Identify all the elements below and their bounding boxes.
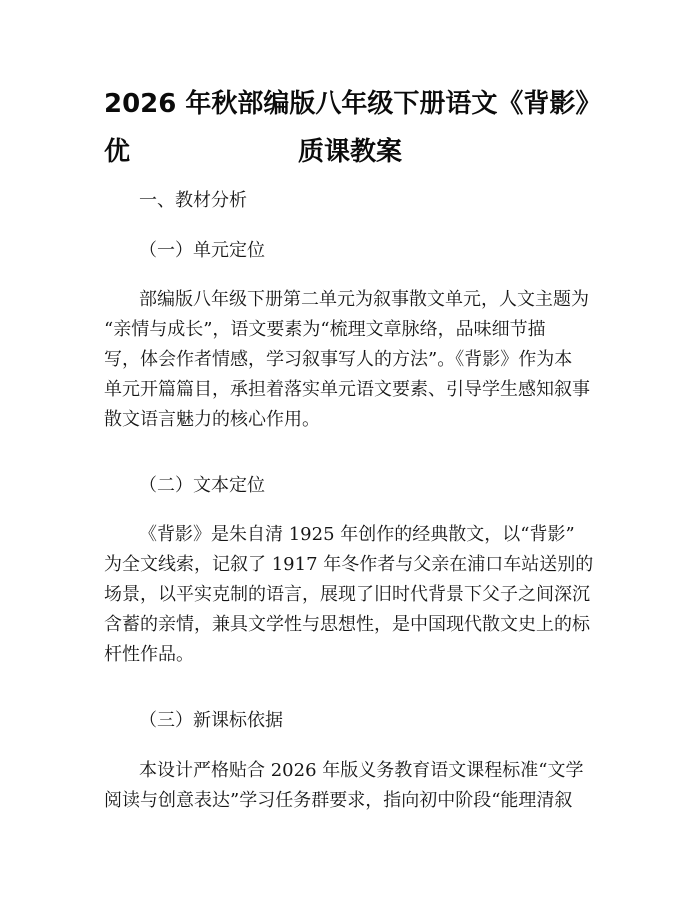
paragraph-curriculum-basis [104, 756, 604, 816]
paragraph-line: 本设计严格贴合 2026 年版义务教育语文课程标准“文学 [139, 760, 584, 781]
section-heading-textbook-analysis: 一、教材分析 [139, 190, 247, 211]
paragraph-unit-positioning [104, 285, 604, 435]
paragraph-line: 部编版八年级下册第二单元为叙事散文单元，人文主题为 [139, 289, 589, 310]
paragraph-line: 含蓄的亲情，兼具文学性与思想性，是中国现代散文史上的标 [104, 614, 590, 635]
document-title-line-1: 2026 年秋部编版八年级下册语文《背影》优 [104, 89, 589, 167]
document-title-line-2: 质课教案 [297, 137, 402, 167]
paragraph-line: 写，体会作者情感，学习叙事写人的方法”。《背影》作为本 [104, 349, 573, 370]
paragraph-line: “亲情与成长”，语文要素为“梳理文章脉络，品味细节描 [104, 319, 546, 340]
subsection-heading-curriculum-basis: （三）新课标依据 [139, 710, 283, 731]
subsection-heading-unit-positioning: （一）单元定位 [139, 240, 265, 261]
paragraph-line: 《背影》是朱自清 1925 年创作的经典散文，以“背影” [139, 524, 575, 545]
paragraph-line: 场景，以平实克制的语言，展现了旧时代背景下父子之间深沉 [104, 584, 590, 605]
paragraph-line: 散文语言魅力的核心作用。 [104, 409, 320, 430]
paragraph-line: 为全文线索，记叙了 1917 年冬作者与父亲在浦口车站送别的 [104, 554, 594, 575]
paragraph-line: 单元开篇篇目，承担着落实单元语文要素、引导学生感知叙事 [104, 379, 590, 400]
paragraph-line: 阅读与创意表达”学习任务群要求，指向初中阶段“能理清叙 [104, 790, 573, 811]
subsection-heading-text-positioning: （二）文本定位 [139, 475, 265, 496]
paragraph-text-positioning [104, 520, 604, 670]
paragraph-line: 杆性作品。 [104, 644, 194, 665]
